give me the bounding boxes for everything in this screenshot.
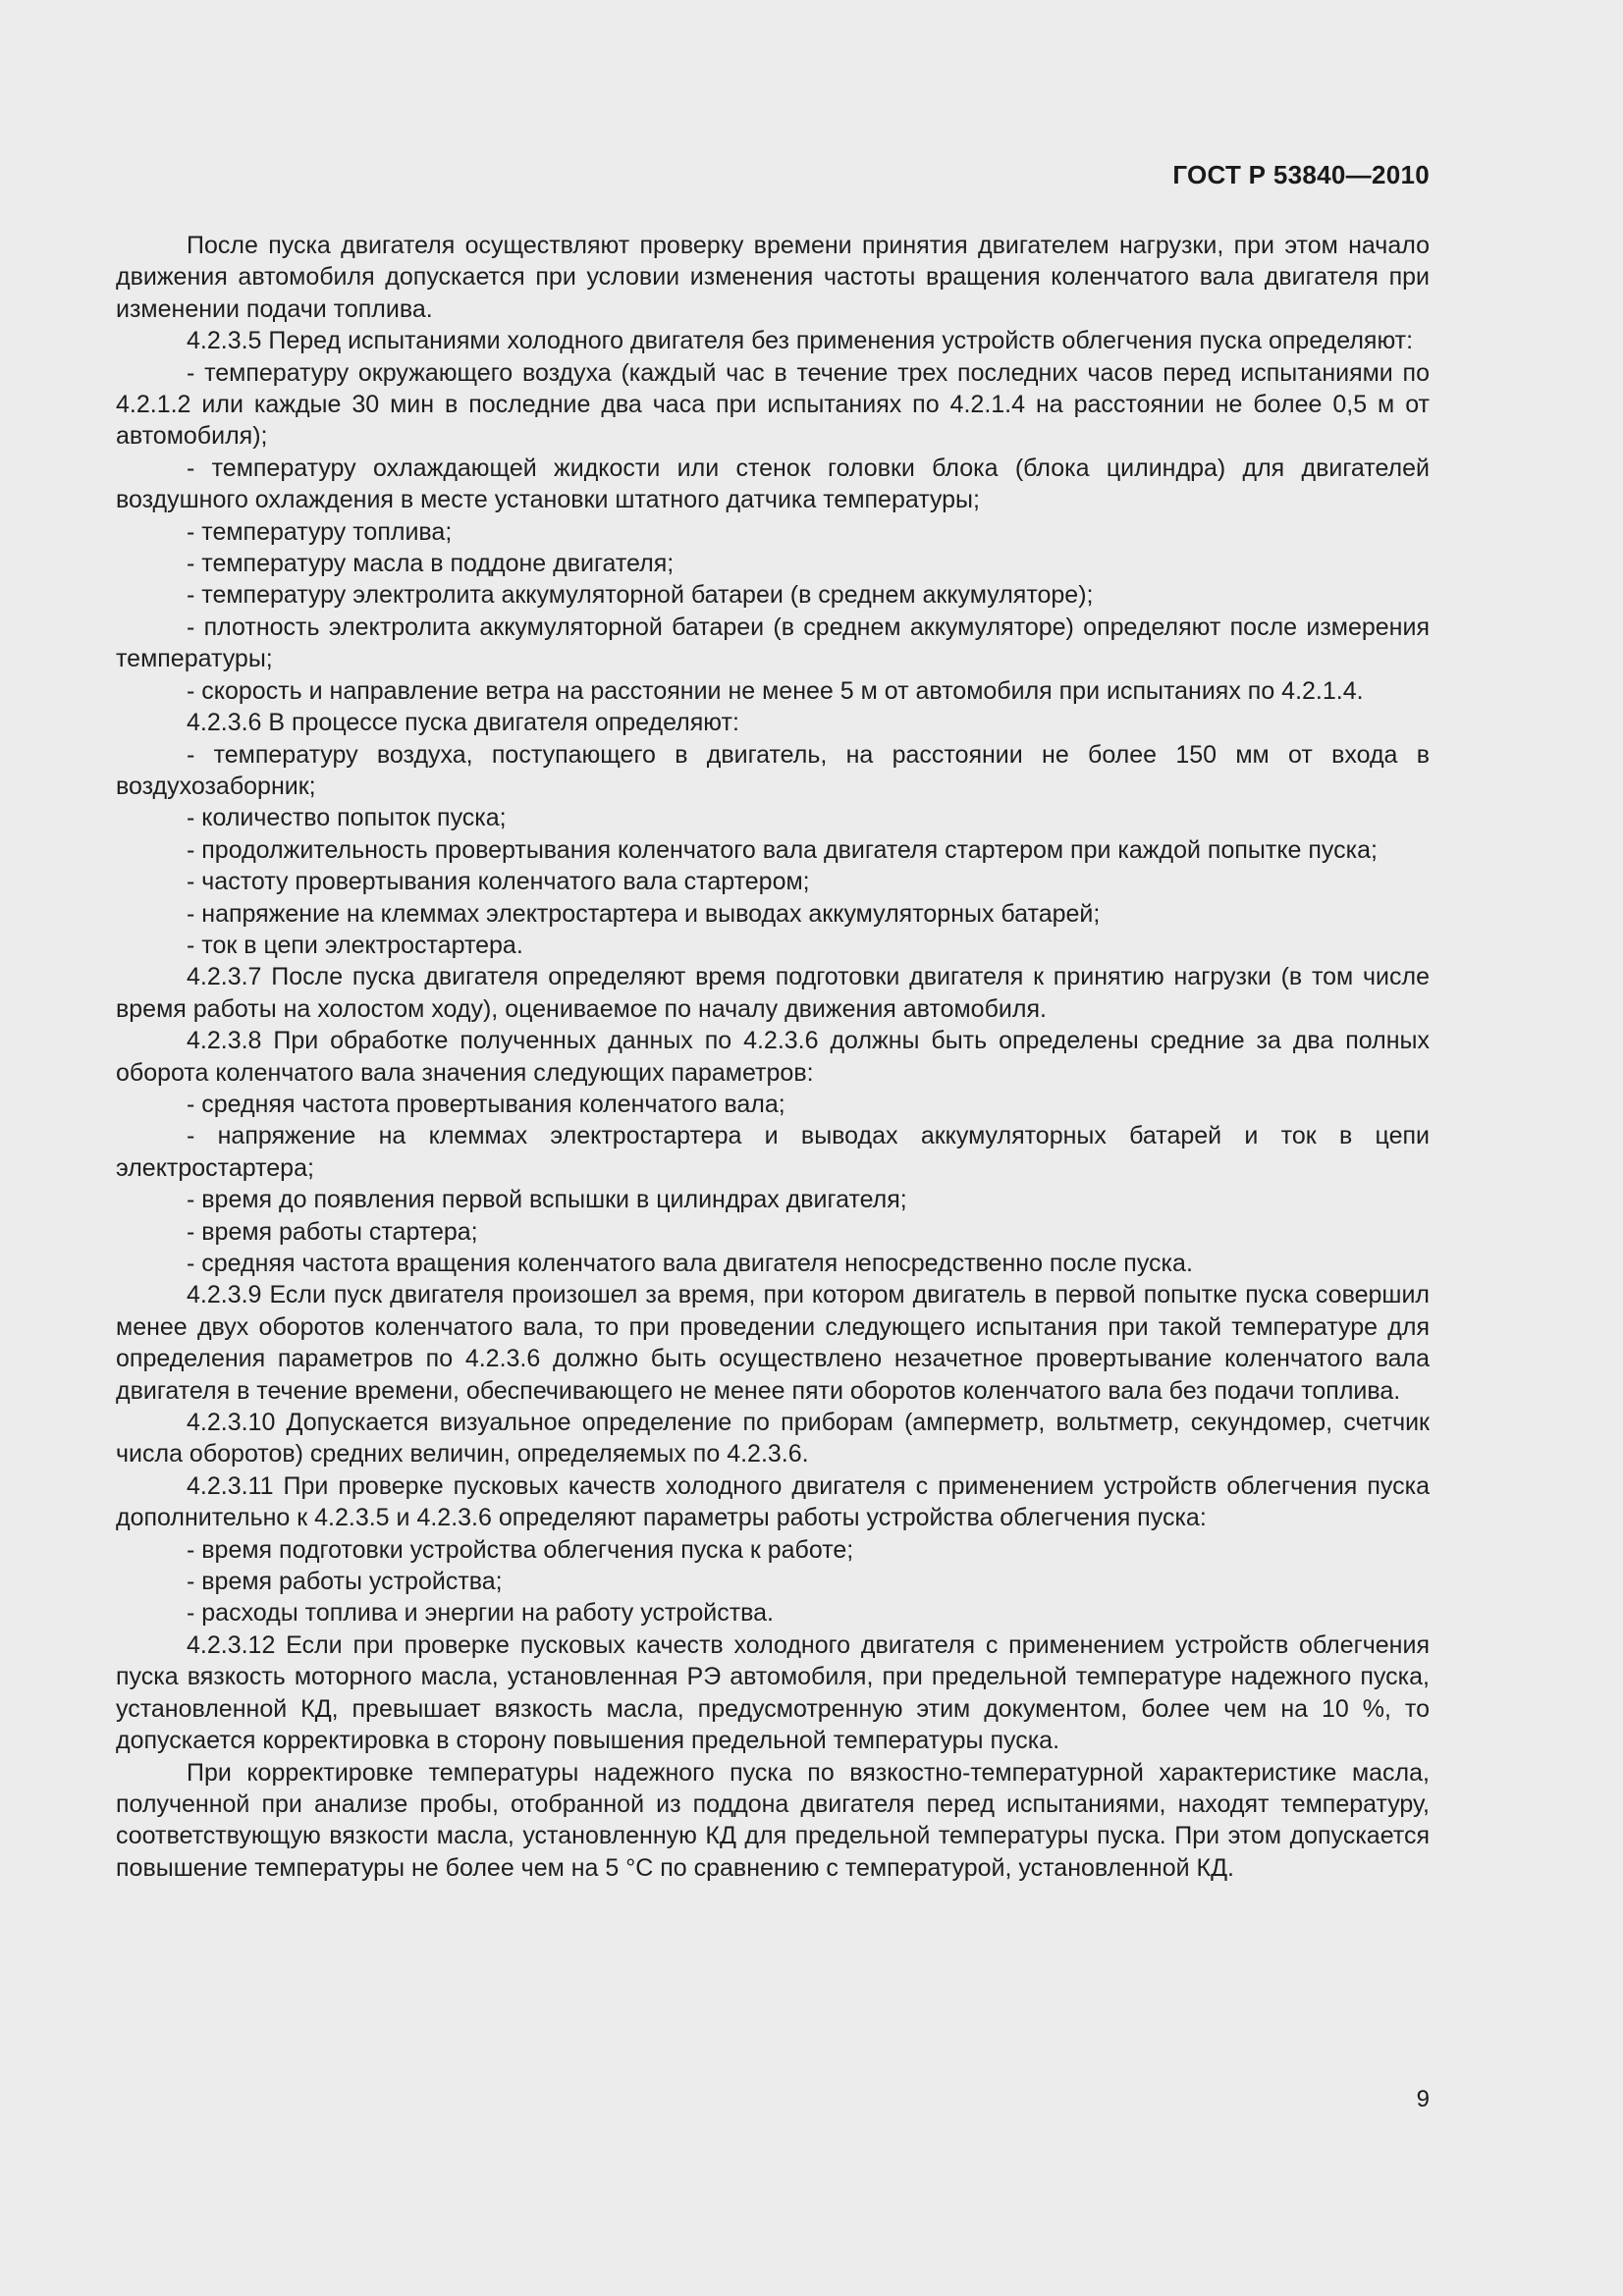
body-paragraph: 4.2.3.12 Если при проверке пусковых качеств холодного двигателя с применением устройств облегчения пуска вязкость моторного масла, установленная РЭ автомобиля, при предельной температуре надежного пуска, установленной КД, превышает вязкость масла, предусмотренную этим документом, более чем на 10 %, то допускается корректировка в сторону повышения предельной температуры пуска. [116,1630,1430,1755]
page-number: 9 [1416,2086,1430,2112]
list-item: - температуру электролита аккумуляторной батареи (в среднем аккумуляторе); [187,581,1094,610]
list-item: - расходы топлива и энергии на работу устройства. [187,1599,774,1628]
list-item: - время работы устройства; [187,1568,503,1596]
body-paragraph: При корректировке температуры надежного пуска по вязкостно-температурной характеристике масла, полученной при анализе пробы, отобранной из поддона двигателя перед испытаниями, находят температуру, соответствующую вязкости масла, установленную КД для предельной температуры пуска. При этом допускается повышение температуры не более чем на 5 °С по сравнению с температурой, установленной КД. [116,1758,1430,1882]
document-header-id: ГОСТ Р 53840—2010 [1172,160,1430,189]
body-paragraph: 4.2.3.5 Перед испытаниями холодного двигателя без применения устройств облегчения пуска определяют: [187,327,1414,355]
list-item: - температуру окружающего воздуха (каждый час в течение трех последних часов перед испытаниями по 4.2.1.2 или каждые 30 мин в последние два часа при испытаниях по 4.2.1.4 на расстоянии не более 0,5 м от автомобиля); [116,358,1430,451]
body-paragraph: 4.2.3.6 В процессе пуска двигателя определяют: [187,709,739,737]
list-item: - средняя частота вращения коленчатого вала двигателя непосредственно после пуска. [187,1250,1193,1277]
list-item: - температуру масла в поддоне двигателя; [187,550,675,578]
body-paragraph: После пуска двигателя осуществляют проверку времени принятия двигателем нагрузки, при этом начало движения автомобиля допускается при условии изменения частоты вращения коленчатого вала двигателя при изменении подачи топлива. [116,232,1430,323]
body-paragraph: 4.2.3.10 Допускается визуальное определение по приборам (амперметр, вольтметр, секундомер, счетчик числа оборотов) средних величин, определяемых по 4.2.3.6. [116,1409,1430,1468]
list-item: - плотность электролита аккумуляторной батареи (в среднем аккумуляторе) определяют после измерения температуры; [116,613,1430,673]
list-item: - средняя частота провертывания коленчатого вала; [187,1090,785,1118]
document-body [116,230,1430,1884]
list-item: - температуру охлаждающей жидкости или стенок головки блока (блока цилиндра) для двигателей воздушного охлаждения в месте установки штатного датчика температуры; [116,454,1430,514]
list-item: - время подготовки устройства облегчения пуска к работе; [187,1535,854,1564]
body-paragraph: 4.2.3.8 При обработке полученных данных по 4.2.3.6 должны быть определены средние за два полных оборота коленчатого вала значения следующих параметров: [116,1027,1430,1087]
list-item: - время до появления первой вспышки в цилиндрах двигателя; [187,1186,907,1214]
list-item: - температуру топлива; [187,517,453,546]
list-item: - напряжение на клеммах электростартера и выводах аккумуляторных батарей и ток в цепи электростартера; [116,1122,1430,1182]
list-item: - продолжительность провертывания коленчатого вала двигателя стартером при каждой попытке пуска; [187,835,1378,864]
body-paragraph: 4.2.3.7 После пуска двигателя определяют время подготовки двигателя к принятию нагрузки (в том числе время работы на холостом ходу), оцениваемое по началу движения автомобиля. [116,963,1430,1023]
body-paragraph: 4.2.3.9 Если пуск двигателя произошел за время, при котором двигатель в первой попытке пуска совершил менее двух оборотов коленчатого вала, то при проведении следующего испытания при такой температуре для определения параметров по 4.2.3.6 должно быть осуществлено незачетное провертывание коленчатого вала двигателя в течение времени, обеспечивающего не менее пяти оборотов коленчатого вала без подачи топлива. [116,1281,1430,1405]
list-item: - количество попыток пуска; [187,804,507,832]
list-item: - скорость и направление ветра на расстоянии не менее 5 м от автомобиля при испытаниях по 4.2.1.4. [187,676,1364,705]
body-paragraph: 4.2.3.11 При проверке пусковых качеств холодного двигателя с применением устройств облегчения пуска дополнительно к 4.2.3.5 и 4.2.3.6 определяют параметры работы устройства облегчения пуска: [116,1471,1430,1532]
list-item: - время работы стартера; [187,1217,478,1246]
list-item: - напряжение на клеммах электростартера и выводах аккумуляторных батарей; [187,899,1101,928]
list-item: - температуру воздуха, поступающего в двигатель, на расстоянии не более 150 мм от входа в воздухозаборник; [116,740,1430,800]
list-item: - ток в цепи электростартера. [187,931,523,959]
list-item: - частоту провертывания коленчатого вала стартером; [187,868,810,896]
